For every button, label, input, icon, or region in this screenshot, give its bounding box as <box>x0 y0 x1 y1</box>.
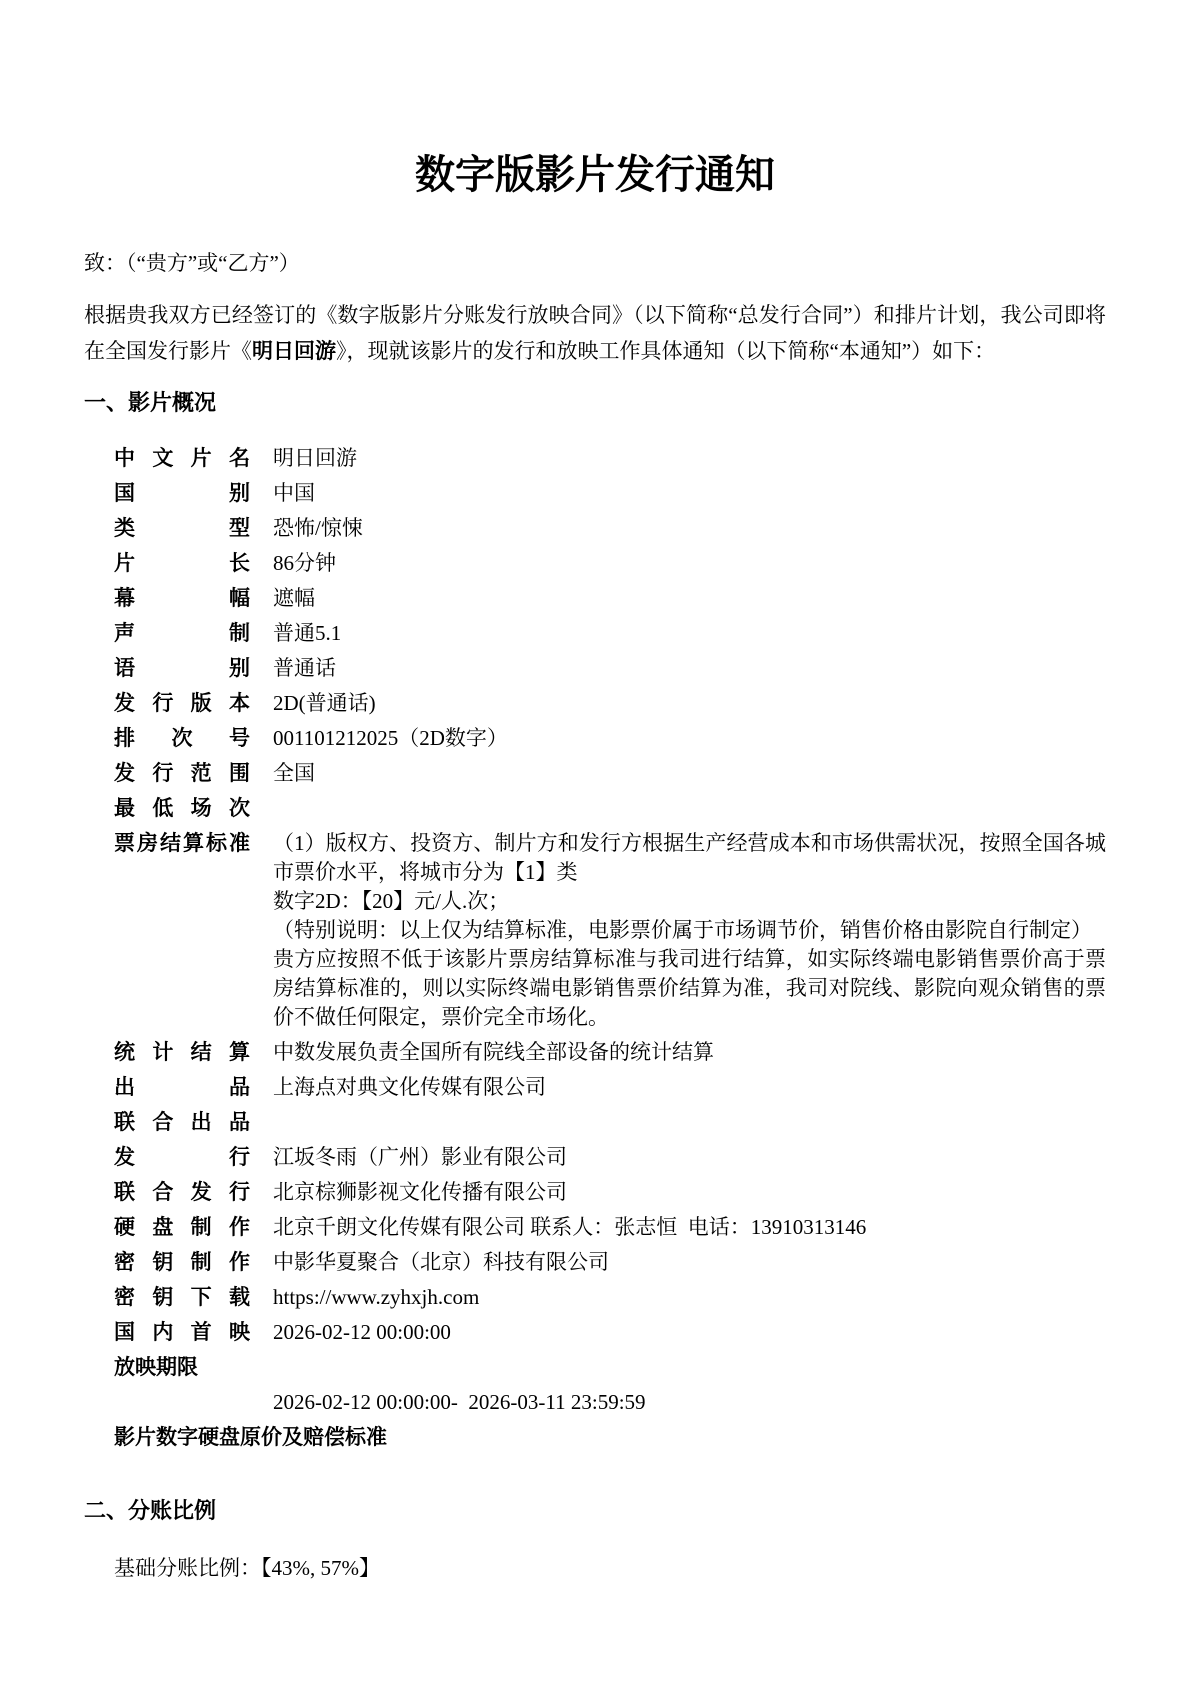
film-title: 明日回游 <box>252 339 336 363</box>
field-label: 硬盘制作 <box>114 1216 250 1239</box>
field-label: 语别 <box>114 657 250 680</box>
field-label: 密钥制作 <box>114 1251 250 1274</box>
field-row-co-distribution <box>114 1178 1106 1207</box>
field-label: 统计结算 <box>114 1041 250 1064</box>
field-label: 发行版本 <box>114 692 250 715</box>
field-label: 国内首映 <box>114 1321 250 1344</box>
field-row-key-production <box>114 1248 1106 1277</box>
field-label: 片长 <box>114 552 250 575</box>
field-label: 声制 <box>114 622 250 645</box>
field-row-screening-period-value <box>114 1388 1106 1417</box>
base-ratio-line: 基础分账比例：【43%, 57%】 <box>114 1556 380 1580</box>
field-value: 86分钟 <box>273 551 336 575</box>
field-label: 密钥下载 <box>114 1286 250 1309</box>
field-label: 最低场次 <box>114 797 250 820</box>
field-label: 类型 <box>114 517 250 540</box>
field-row-screening-period-label <box>114 1353 1106 1382</box>
field-row-runtime <box>114 549 1106 578</box>
field-value: 2D(普通话) <box>273 691 376 715</box>
field-value: 全国 <box>273 761 315 785</box>
field-value: https://www.zyhxjh.com <box>273 1285 480 1309</box>
settlement-line: 数字2D：【20】元/人.次； <box>273 889 510 913</box>
field-value: 2026-02-12 00:00:00 <box>273 1320 451 1344</box>
field-label: 票房结算标准 <box>114 832 250 855</box>
field-row-co-production <box>114 1108 1106 1137</box>
field-row-min-screenings <box>114 794 1106 823</box>
field-row-key-download <box>114 1283 1106 1312</box>
field-row-genre <box>114 514 1106 543</box>
salutation-line: 致：（“贵方”或“乙方”） <box>84 251 300 275</box>
film-overview-list <box>114 444 1106 1458</box>
field-value: 北京千朗文化传媒有限公司 联系人：张志恒 电话：13910313146 <box>273 1215 867 1239</box>
field-value: 遮幅 <box>273 586 315 610</box>
field-row-chinese-title <box>114 444 1106 473</box>
settlement-line: （1）版权方、投资方、制片方和发行方根据生产经营成本和市场供需状况，按照全国各城市票价水平，将城市分为【1】类 <box>273 831 1106 884</box>
field-value: 上海点对典文化传媒有限公司 <box>273 1075 546 1099</box>
field-value: 普通话 <box>273 656 336 680</box>
field-label: 联合出品 <box>114 1111 250 1134</box>
field-row-boxoffice-settlement-standard <box>114 829 1106 1032</box>
section-heading-ratio: 二、分账比例 <box>84 1498 217 1523</box>
field-row-harddisk-production <box>114 1213 1106 1242</box>
field-label: 排次号 <box>114 727 250 750</box>
field-row-harddisk-price-compensation-label <box>114 1423 1106 1452</box>
field-label: 出品 <box>114 1076 250 1099</box>
intro-tail: 》，现就该影片的发行和放映工作具体通知（以下简称“本通知”）如下： <box>336 339 996 363</box>
field-row-release-scope <box>114 759 1106 788</box>
field-label: 中文片名 <box>114 447 250 470</box>
field-value: 江坂冬雨（广州）影业有限公司 <box>273 1145 567 1169</box>
field-value: 明日回游 <box>273 446 357 470</box>
field-label: 国别 <box>114 482 250 505</box>
field-row-language <box>114 654 1106 683</box>
settlement-line: （特别说明：以上仅为结算标准，电影票价属于市场调节价，销售价格由影院自行制定） <box>273 918 1092 942</box>
field-row-sound <box>114 619 1106 648</box>
intro-lead: 根据贵我双方已经签订的《数字版影片分账发行放映合同》（以下简称“总发行合同”）和排片计划，我公司即将在全国发行影片《 <box>84 303 1106 363</box>
settlement-line: 贵方应按照不低于该影片票房结算标准与我司进行结算，如实际终端电影销售票价高于票房结算标准的，则以实际终端电影销售票价结算为准，我司对院线、影院向观众销售的票价不做任何限定，票价完全市场化。 <box>273 947 1106 1029</box>
section-heading-overview: 一、影片概况 <box>84 390 217 415</box>
field-value: 恐怖/惊悚 <box>273 516 363 540</box>
field-value: 中数发展负责全国所有院线全部设备的统计结算 <box>273 1040 714 1064</box>
field-label: 发行范围 <box>114 762 250 785</box>
field-value: 2026-02-12 00:00:00- 2026-03-11 23:59:59 <box>273 1390 646 1414</box>
field-value: 001101212025（2D数字） <box>273 726 508 750</box>
intro-paragraph <box>84 297 1106 369</box>
field-row-distribution <box>114 1143 1106 1172</box>
field-row-production <box>114 1073 1106 1102</box>
field-value: 中国 <box>273 481 315 505</box>
field-label: 影片数字硬盘原价及赔偿标准 <box>114 1426 387 1449</box>
field-label: 放映期限 <box>114 1356 198 1379</box>
document-title: 数字版影片发行通知 <box>415 153 775 197</box>
field-label: 幕幅 <box>114 587 250 610</box>
field-value: 北京棕狮影视文化传播有限公司 <box>273 1180 567 1204</box>
field-value: 中影华夏聚合（北京）科技有限公司 <box>273 1250 609 1274</box>
field-row-aspect <box>114 584 1106 613</box>
field-row-serial-number <box>114 724 1106 753</box>
field-row-country <box>114 479 1106 508</box>
field-label: 联合发行 <box>114 1181 250 1204</box>
field-value: 普通5.1 <box>273 621 342 645</box>
field-row-domestic-premiere <box>114 1318 1106 1347</box>
field-row-statistics-settlement <box>114 1038 1106 1067</box>
field-value <box>273 829 1106 1032</box>
field-row-release-version <box>114 689 1106 718</box>
field-label: 发行 <box>114 1146 250 1169</box>
